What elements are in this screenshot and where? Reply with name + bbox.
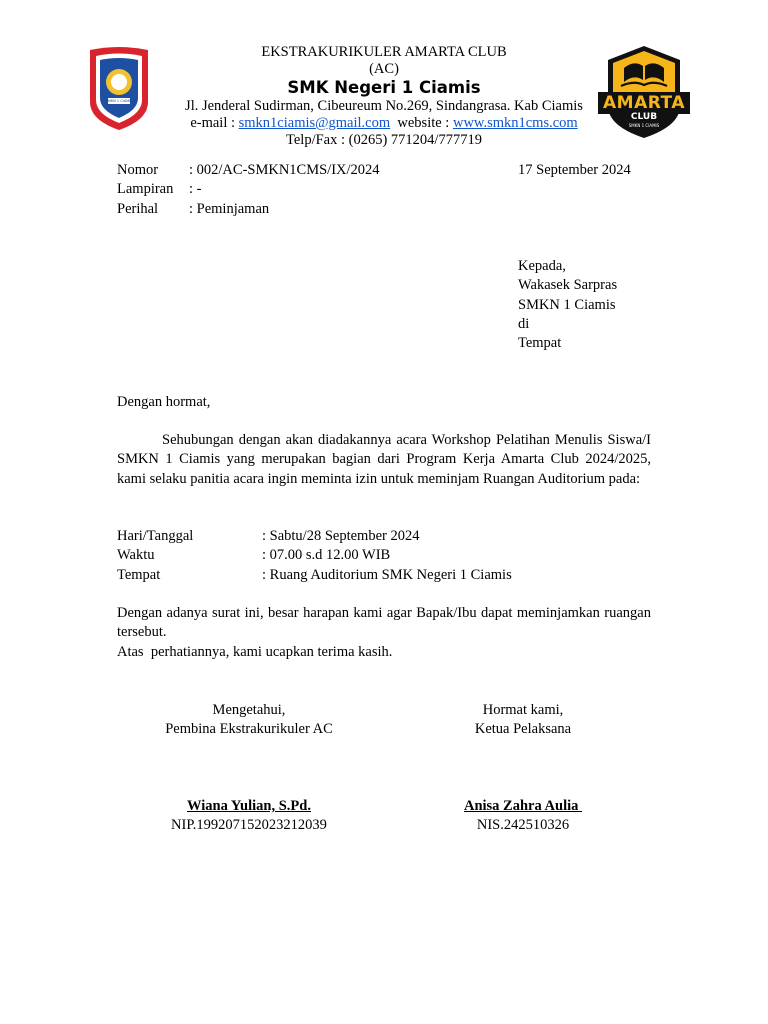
signature-right-line-2: Ketua Pelaksana <box>474 721 572 738</box>
nomor-label: Nomor <box>117 162 159 178</box>
closing-line: Atas perhatiannya, kami ucapkan terima kasih. <box>117 644 393 660</box>
email-label: e-mail : <box>190 115 239 131</box>
detail-row <box>117 566 512 585</box>
perihal-value: : Peminjaman <box>189 201 270 217</box>
details-list <box>117 527 512 585</box>
signature-right-line-1: Hormat kami, <box>482 702 564 718</box>
school-address: Jl. Jenderal Sudirman, Cibeureum No.269, Sindangrasa. Kab Ciamis <box>185 98 583 114</box>
paragraph-1: Sehubungan dengan akan diadakannya acara Workshop Pelatihan Menulis Siswa/I SMKN 1 Ciamis yang merupakan bagian dari Program Kerja Amarta Club 2024/2025, kami selaku panitia acara ingin meminta izin untuk meminjam Ruangan Auditorium pada: <box>117 432 651 487</box>
signature-left <box>139 701 359 740</box>
signature-right <box>413 701 633 740</box>
detail-value: : 07.00 s.d 12.00 WIB <box>262 547 391 564</box>
recipient-line-1: Kepada, <box>518 258 566 274</box>
nomor-value: : 002/AC-SMKN1CMS/IX/2024 <box>189 162 380 178</box>
perihal-label: Perihal <box>117 201 159 217</box>
perihal-row <box>117 200 269 219</box>
letter-date: 17 September 2024 <box>518 162 631 178</box>
contact-line <box>150 115 618 132</box>
recipient-block <box>518 257 617 353</box>
school-name: SMK Negeri 1 Ciamis <box>287 78 481 97</box>
detail-row <box>117 546 512 565</box>
detail-value: : Sabtu/28 September 2024 <box>262 528 420 544</box>
recipient-line-4: di <box>518 315 530 332</box>
website-link[interactable]: www.smkn1cms.com <box>452 115 578 131</box>
signature-right-name-block <box>413 797 633 836</box>
signature-right-id: NIS.242510326 <box>476 817 570 834</box>
lampiran-row <box>117 180 201 199</box>
detail-label: Waktu <box>117 547 155 564</box>
detail-label: Tempat <box>117 566 161 583</box>
amarta-logo-small: SMKN 1 CIAMIS <box>628 123 660 128</box>
school-logo-text: SMKN 1 CIAMIS <box>105 99 133 103</box>
signature-left-id: NIP.199207152023212039 <box>171 817 327 834</box>
signature-left-line-1: Mengetahui, <box>212 702 286 718</box>
org-abbr: (AC) <box>369 61 399 77</box>
lampiran-value: : - <box>189 181 202 197</box>
greeting: Dengan hormat, <box>117 394 211 410</box>
nomor-row <box>117 161 380 180</box>
signature-left-name-block <box>139 797 359 836</box>
recipient-line-5: Tempat <box>518 335 562 352</box>
recipient-line-3: SMKN 1 Ciamis <box>518 296 616 313</box>
signature-right-name: Anisa Zahra Aulia <box>463 798 583 814</box>
amarta-logo-sub: CLUB <box>630 112 658 122</box>
paragraph-2: Dengan adanya surat ini, besar harapan kami agar Bapak/Ibu dapat meminjamkan ruangan tersebut. <box>117 605 651 641</box>
signature-left-name: Wiana Yulian, S.Pd. <box>187 798 311 814</box>
detail-label: Hari/Tanggal <box>117 528 194 544</box>
amarta-logo-title: AMARTA <box>603 93 685 113</box>
telp-fax: Telp/Fax : (0265) 771204/777719 <box>286 132 482 148</box>
org-name: EKSTRAKURIKULER AMARTA CLUB <box>261 44 507 60</box>
lampiran-label: Lampiran <box>117 181 174 197</box>
signature-left-line-2: Pembina Ekstrakurikuler AC <box>165 721 333 738</box>
detail-row <box>117 527 512 546</box>
recipient-line-2: Wakasek Sarpras <box>518 277 618 294</box>
school-logo <box>86 46 152 132</box>
letterhead <box>150 44 618 149</box>
email-link[interactable]: smkn1ciamis@gmail.com <box>238 115 391 131</box>
detail-value: : Ruang Auditorium SMK Negeri 1 Ciamis <box>262 566 512 583</box>
website-label: website : <box>390 115 453 131</box>
